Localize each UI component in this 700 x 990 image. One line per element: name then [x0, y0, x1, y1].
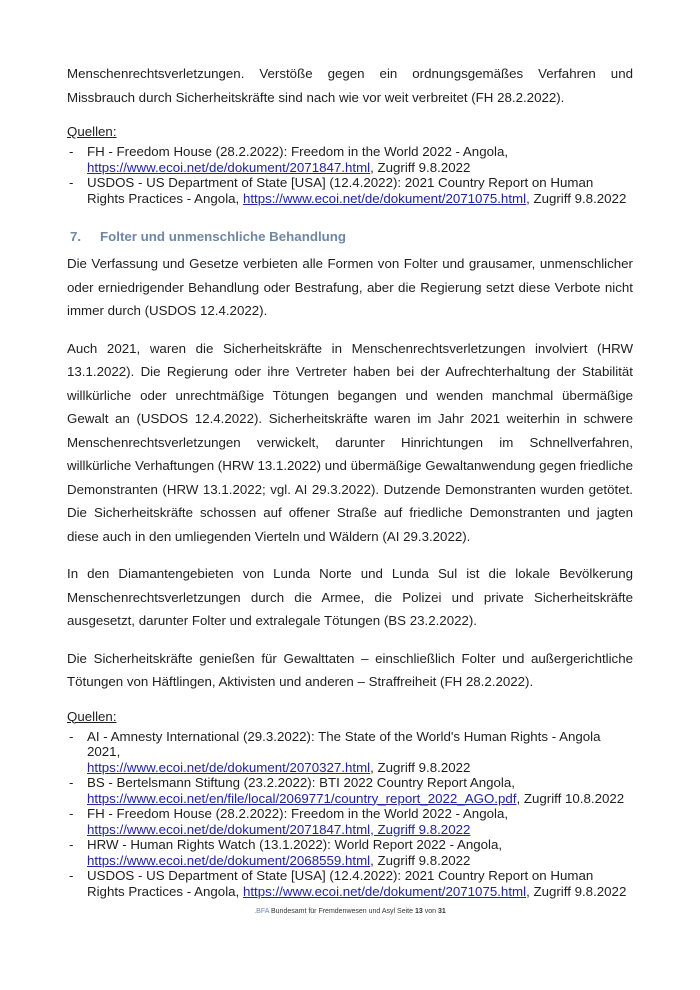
document-page	[67, 62, 633, 899]
section-heading	[67, 228, 633, 246]
source-link[interactable]: https://www.ecoi.net/de/dokument/2071847.html	[87, 159, 371, 175]
source-link[interactable]: https://www.ecoi.net/de/dokument/2068559.html	[87, 852, 371, 868]
source-item: - HRW - Human Rights Watch (13.1.2022): World Report 2022 - Angola, https://www.ecoi.net/de/dokument/2068559.html, Zugriff 9.8.2022	[69, 837, 503, 868]
page-number: 13	[414, 908, 423, 915]
page-footer: .BFA Bundesamt für Fremdenwesen und Asyl Seite 13 von 31	[254, 908, 446, 915]
source-link[interactable]: https://www.ecoi.net/en/file/local/2069771/country_report_2022_AGO.pdf	[87, 790, 517, 806]
source-item: - AI - Amnesty International (29.3.2022): The State of the World's Human Rights - Angola 2021, https://www.ecoi.net/de/dokument/2070327.html, Zugriff 9.8.2022	[69, 728, 601, 775]
sources-label: Quellen:	[67, 124, 117, 139]
source-link[interactable]: https://www.ecoi.net/de/dokument/2071075.html	[242, 883, 527, 899]
source-link[interactable]: https://www.ecoi.net/de/dokument/2071075.html	[242, 190, 527, 206]
body-paragraph: Die Sicherheitskräfte genießen für Gewalttaten – einschließlich Folter und außergerichtliche Tötungen von Häftlingen, Aktivisten und anderen – Straffreiheit (FH 28.2.2022).	[67, 650, 633, 689]
source-link[interactable]: https://www.ecoi.net/de/dokument/2071847.html, Zugriff 9.8.2022	[87, 821, 471, 837]
sources-list	[67, 144, 633, 206]
body-paragraph: Die Verfassung und Gesetze verbieten alle Formen von Folter und grausamer, unmenschlicher oder erniedrigender Behandlung oder Bestrafung, aber die Regierung setzt diese Verbote nicht immer durch (USDOS 12.4.2022).	[67, 256, 633, 318]
source-item: - BS - Bertelsmann Stiftung (23.2.2022): BTI 2022 Country Report Angola, https://www.ecoi.net/en/file/local/2069771/country_report_2022_AGO.pdf, Zugriff 10.8.2022	[69, 775, 625, 806]
source-item: - FH - Freedom House (28.2.2022): Freedom in the World 2022 - Angola, https://www.ecoi.net/de/dokument/2071847.html, Zugriff 9.8.2022	[69, 806, 509, 837]
body-paragraph: In den Diamantengebieten von Lunda Norte und Lunda Sul ist die lokale Bevölkerung Menschenrechtsverletzungen durch die Armee, die Polizei und private Sicherheitskräfte ausgesetzt, darunter Folter und extralegale Tötungen (BS 23.2.2022).	[67, 566, 633, 628]
source-item: - USDOS - US Department of State [USA] (12.4.2022): 2021 Country Report on Human Rights Practices - Angola, https://www.ecoi.net/de/dokument/2071075.html, Zugriff 9.8.2022	[69, 868, 627, 899]
sources-list	[67, 729, 633, 900]
footer-org: Bundesamt für Fremdenwesen und Asyl Seite	[270, 908, 414, 915]
source-item: - FH - Freedom House (28.2.2022): Freedom in the World 2022 - Angola, https://www.ecoi.net/de/dokument/2071847.html, Zugriff 9.8.2022	[69, 144, 509, 175]
section-number: 7.	[70, 229, 82, 244]
intro-paragraph: Menschenrechtsverletzungen. Verstöße gegen ein ordnungsgemäßes Verfahren und Missbrauch durch Sicherheitskräfte sind nach wie vor weit verbreitet (FH 28.2.2022).	[67, 66, 633, 105]
section-title: Folter und unmenschliche Behandlung	[100, 229, 347, 244]
sources-block-1	[67, 123, 633, 206]
source-item: - USDOS - US Department of State [USA] (12.4.2022): 2021 Country Report on Human Rights Practices - Angola, https://www.ecoi.net/de/dokument/2071075.html, Zugriff 9.8.2022	[69, 175, 627, 206]
sources-block-2	[67, 708, 633, 900]
page-total: 31	[437, 908, 446, 915]
sources-label: Quellen:	[67, 708, 117, 724]
source-link[interactable]: https://www.ecoi.net/de/dokument/2070327.html	[87, 759, 371, 775]
bfa-logo: .BFA	[254, 908, 270, 915]
body-paragraph: Auch 2021, waren die Sicherheitskräfte in Menschenrechtsverletzungen involviert (HRW 13.1.2022). Die Regierung oder ihre Vertreter haben bei der Aufrechterhaltung der Stabilität willkürliche oder unrechtmäßige Tötungen begangen und wenden manchmal übermäßige Gewalt an (USDOS 12.4.2022). Sicherheitskräfte waren im Jahr 2021 weiterhin in schwere Menschenrechtsverletzungen verwickelt, darunter Hinrichtungen im Schnellverfahren, willkürliche Verhaftungen (HRW 13.1.2022) und übermäßige Gewaltanwendung gegen friedliche Demonstranten (HRW 13.1.2022; vgl. AI 29.3.2022). Dutzende Demonstranten wurden getötet. Die Sicherheitskräfte schossen auf offener Straße auf friedliche Demonstranten und jagten diese auch in den umliegenden Vierteln und Wäldern (AI 29.3.2022).	[67, 340, 633, 544]
